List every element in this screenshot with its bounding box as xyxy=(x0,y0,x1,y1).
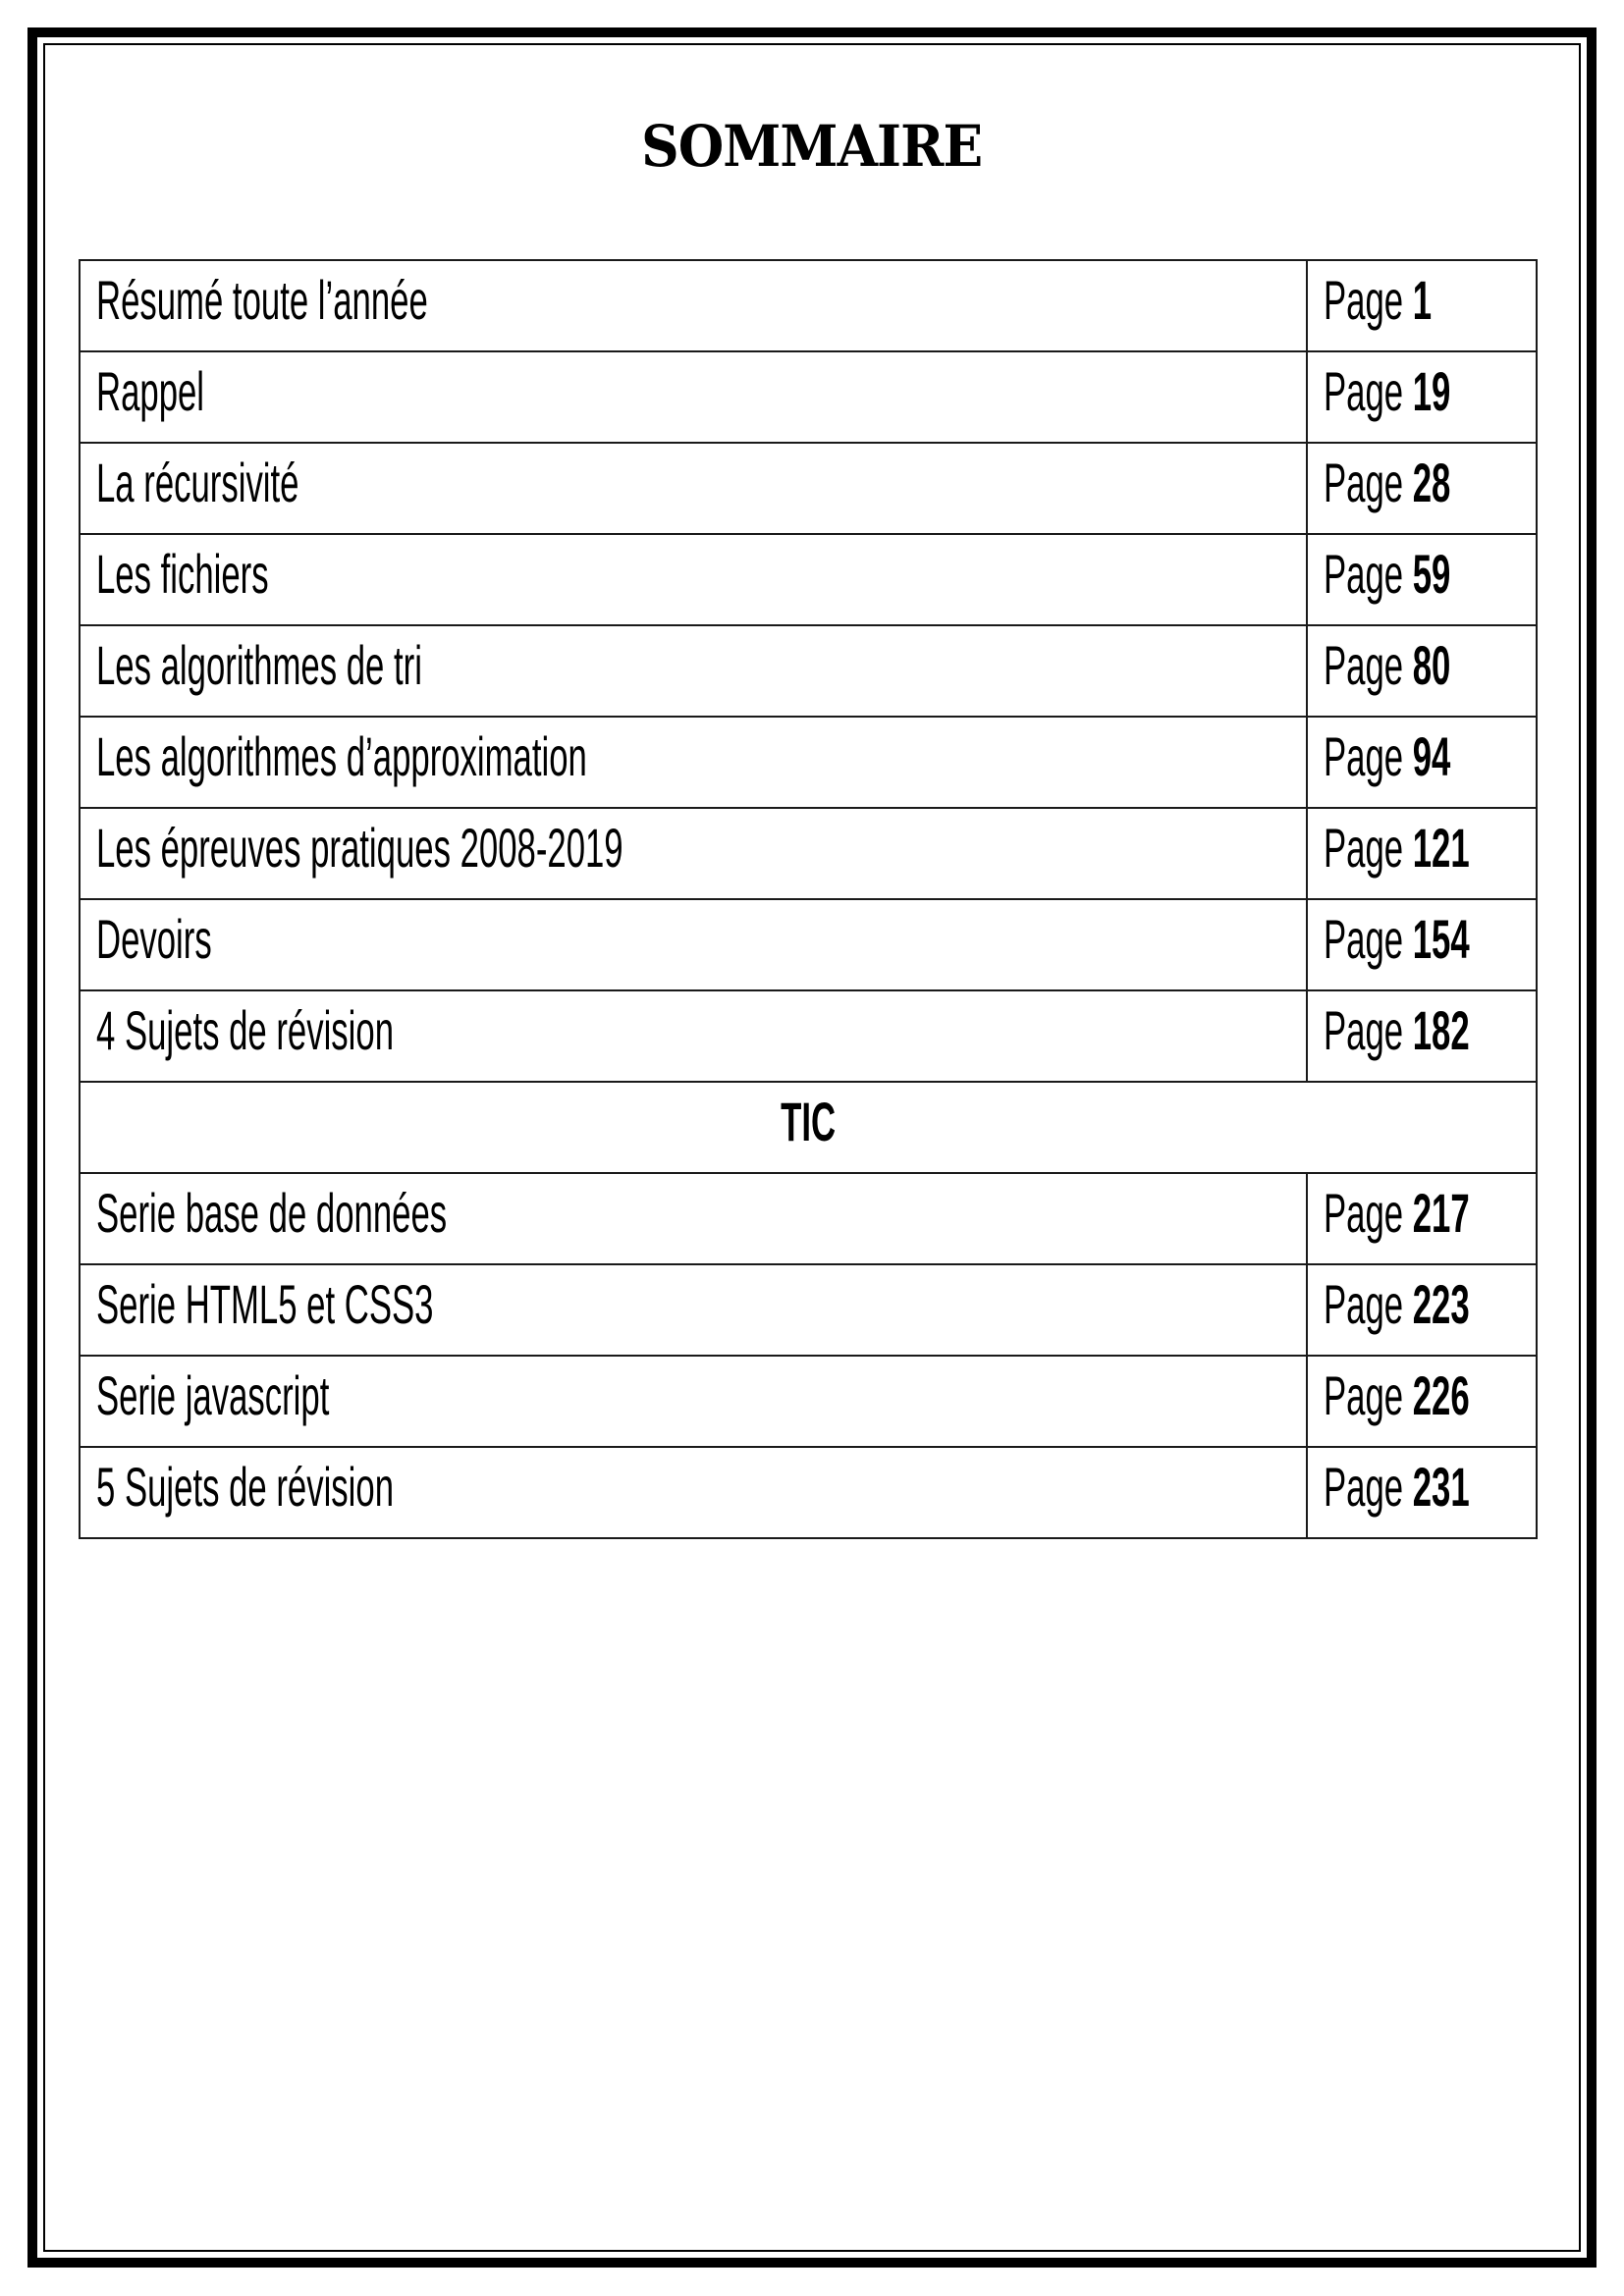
toc-entry-title-cell xyxy=(80,260,1307,351)
page-prefix: Page xyxy=(1323,725,1413,787)
toc-entry-page xyxy=(1323,634,1451,696)
page-prefix: Page xyxy=(1323,908,1413,970)
toc-entry-title-cell xyxy=(80,534,1307,625)
toc-entry-page xyxy=(1323,817,1470,879)
toc-section-header-row xyxy=(80,1082,1537,1173)
page-number: 80 xyxy=(1412,634,1451,696)
toc-entry-title: Serie HTML5 et CSS3 xyxy=(96,1273,434,1335)
toc-entry-page-cell xyxy=(1307,1173,1537,1264)
toc-entry-page-cell xyxy=(1307,351,1537,443)
page-number: 231 xyxy=(1412,1456,1470,1518)
toc-entry-title: Serie base de données xyxy=(96,1182,448,1244)
toc-entry-title-cell xyxy=(80,625,1307,717)
toc-entry-title-cell xyxy=(80,443,1307,534)
page-number: 182 xyxy=(1412,999,1470,1061)
toc-section-header: TIC xyxy=(781,1091,836,1152)
toc-entry-title: Rappel xyxy=(96,360,205,422)
toc-entry-page-cell xyxy=(1307,1356,1537,1447)
page-prefix: Page xyxy=(1323,1456,1413,1518)
toc-entry-title-cell xyxy=(80,351,1307,443)
page-number: 226 xyxy=(1412,1364,1470,1426)
page-prefix: Page xyxy=(1323,1273,1413,1335)
toc-row[interactable] xyxy=(80,1447,1537,1538)
toc-entry-page-cell xyxy=(1307,899,1537,990)
toc-entry-title: 4 Sujets de révision xyxy=(96,999,395,1061)
title-text: SOMMAIRE xyxy=(641,112,983,180)
toc-row[interactable] xyxy=(80,260,1537,351)
toc-row[interactable] xyxy=(80,899,1537,990)
page-prefix: Page xyxy=(1323,1182,1413,1244)
toc-entry-page xyxy=(1323,269,1432,331)
page-prefix: Page xyxy=(1323,452,1413,513)
page-prefix: Page xyxy=(1323,634,1413,696)
page-number: 94 xyxy=(1412,725,1451,787)
toc-entry-page xyxy=(1323,1364,1470,1426)
toc-entry-page xyxy=(1323,999,1470,1061)
page-prefix: Page xyxy=(1323,817,1413,879)
toc-entry-title: Devoirs xyxy=(96,908,212,970)
page-number: 28 xyxy=(1412,452,1451,513)
toc-row[interactable] xyxy=(80,443,1537,534)
toc-entry-page xyxy=(1323,360,1451,422)
page-prefix: Page xyxy=(1323,1364,1413,1426)
toc-entry-title: Les algorithmes de tri xyxy=(96,634,422,696)
toc-row[interactable] xyxy=(80,990,1537,1082)
toc-entry-page-cell xyxy=(1307,808,1537,899)
toc-entry-page xyxy=(1323,908,1470,970)
toc-entry-title-cell xyxy=(80,1173,1307,1264)
toc-row[interactable] xyxy=(80,351,1537,443)
toc-entry-title: Les épreuves pratiques 2008-2019 xyxy=(96,817,623,879)
toc-entry-title-cell xyxy=(80,1356,1307,1447)
page-number: 217 xyxy=(1412,1182,1470,1244)
toc-entry-title: Serie javascript xyxy=(96,1364,330,1426)
toc-entry-title: Les fichiers xyxy=(96,543,269,605)
page-number: 1 xyxy=(1412,269,1432,331)
toc-entry-page xyxy=(1323,1456,1470,1518)
toc-entry-page xyxy=(1323,1182,1470,1244)
toc-row[interactable] xyxy=(80,1264,1537,1356)
toc-entry-title: 5 Sujets de révision xyxy=(96,1456,395,1518)
toc-entry-page-cell xyxy=(1307,625,1537,717)
toc-entry-title-cell xyxy=(80,717,1307,808)
page-number: 223 xyxy=(1412,1273,1470,1335)
toc-row[interactable] xyxy=(80,808,1537,899)
page-prefix: Page xyxy=(1323,999,1413,1061)
toc-entry-title: Les algorithmes d’approximation xyxy=(96,725,587,787)
toc-entry-page-cell xyxy=(1307,717,1537,808)
toc-entry-title: La récursivité xyxy=(96,452,299,513)
toc-entry-page xyxy=(1323,543,1451,605)
toc-row[interactable] xyxy=(80,625,1537,717)
toc-row[interactable] xyxy=(80,534,1537,625)
toc-entry-page xyxy=(1323,725,1451,787)
toc-entry-title-cell xyxy=(80,1264,1307,1356)
toc-entry-title: Résumé toute l’année xyxy=(96,269,428,331)
toc-entry-page xyxy=(1323,1273,1470,1335)
toc-entry-page-cell xyxy=(1307,1264,1537,1356)
toc-entry-page-cell xyxy=(1307,1447,1537,1538)
page-number: 154 xyxy=(1412,908,1470,970)
toc-entry-title-cell xyxy=(80,990,1307,1082)
toc-entry-page-cell xyxy=(1307,443,1537,534)
page-prefix: Page xyxy=(1323,543,1413,605)
toc-entry-page-cell xyxy=(1307,990,1537,1082)
toc-entry-title-cell xyxy=(80,899,1307,990)
page-number: 19 xyxy=(1412,360,1451,422)
table-of-contents xyxy=(79,259,1538,1539)
page-prefix: Page xyxy=(1323,269,1413,331)
toc-entry-page-cell xyxy=(1307,260,1537,351)
page-number: 121 xyxy=(1412,817,1470,879)
page-prefix: Page xyxy=(1323,360,1413,422)
toc-row[interactable] xyxy=(80,1356,1537,1447)
toc-section-header-cell xyxy=(80,1082,1537,1173)
page-title xyxy=(0,112,1624,180)
page-number: 59 xyxy=(1412,543,1451,605)
toc-row[interactable] xyxy=(80,1173,1537,1264)
toc-row[interactable] xyxy=(80,717,1537,808)
toc-entry-title-cell xyxy=(80,808,1307,899)
toc-entry-page-cell xyxy=(1307,534,1537,625)
toc-entry-title-cell xyxy=(80,1447,1307,1538)
toc-entry-page xyxy=(1323,452,1451,513)
